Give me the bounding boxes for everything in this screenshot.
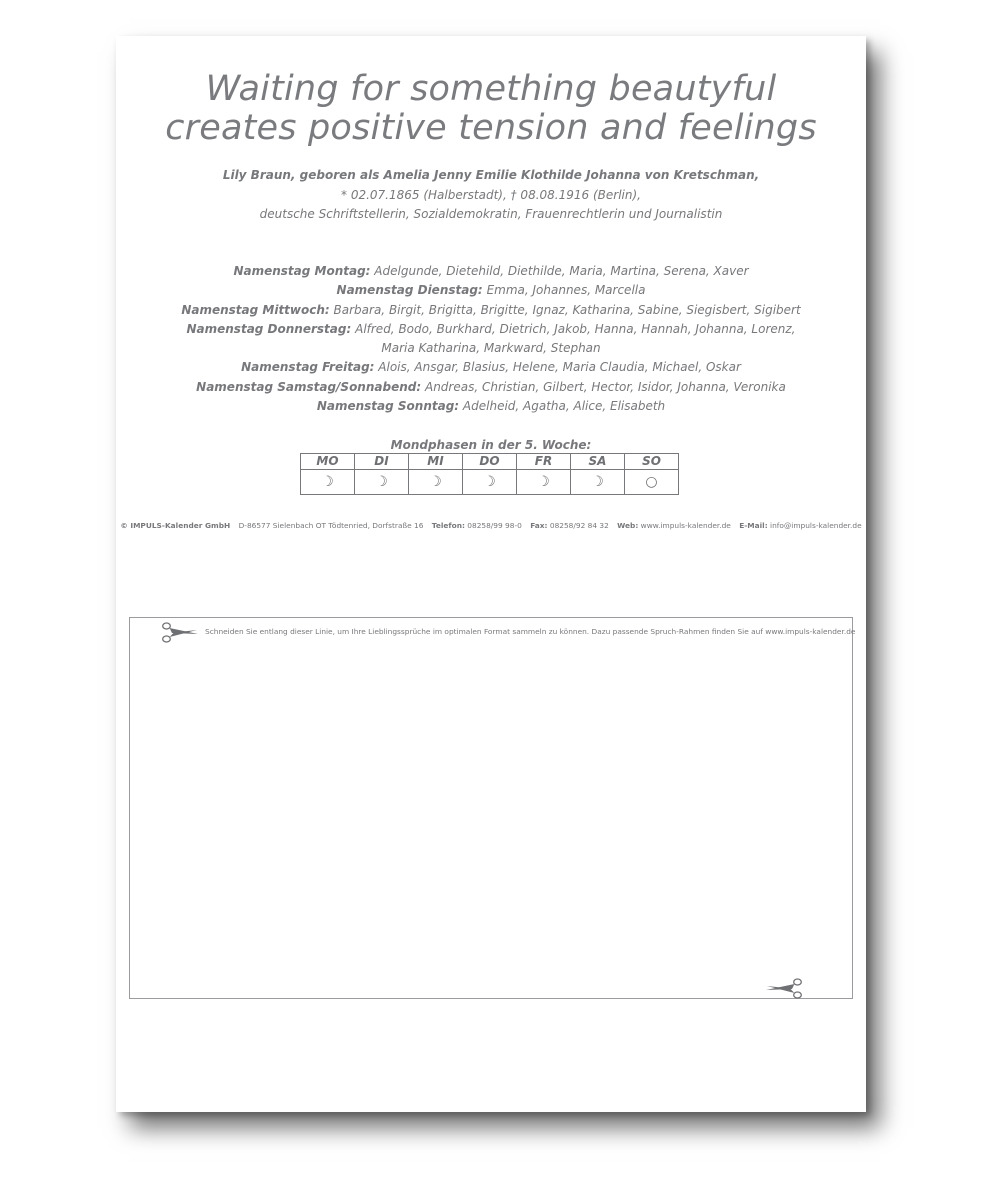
footer-address: D-86577 Sielenbach OT Tödtenried, Dorfstraße 16 xyxy=(238,521,424,530)
namenstag-label: Namenstag Freitag: xyxy=(241,360,375,375)
moon-day-label: DO xyxy=(463,454,517,470)
namenstag-list xyxy=(116,262,866,416)
cut-line-box xyxy=(129,617,856,999)
moon-day-label: SA xyxy=(571,454,625,470)
author-dates: * 02.07.1865 (Halberstadt), † 08.08.1916 (Berlin), xyxy=(341,187,641,202)
scissors-icon xyxy=(764,975,804,1005)
quote-line: Waiting for something beautyful xyxy=(205,69,777,109)
moon-day-label: MO xyxy=(301,454,355,470)
author-name: Lily Braun, geboren als Amelia Jenny Emilie Klothilde Johanna von Kretschman, xyxy=(222,168,760,182)
footer-phone-label: Telefon: xyxy=(431,521,465,530)
moon-phases-table xyxy=(300,453,679,495)
footer-phone: 08258/99 98-0 xyxy=(467,521,522,530)
namenstag-row xyxy=(116,262,866,281)
namenstag-row xyxy=(116,281,866,300)
moon-phase-icon: ☽ xyxy=(409,470,463,495)
footer-web-label: Web: xyxy=(617,521,639,530)
namenstag-names: Adelgunde, Dietehild, Diethilde, Maria, Martina, Serena, Xaver xyxy=(374,264,749,278)
namenstag-names: Alois, Ansgar, Blasius, Helene, Maria Claudia, Michael, Oskar xyxy=(378,360,741,375)
moon-phase-icon: ○ xyxy=(625,470,679,495)
namenstag-row xyxy=(116,397,866,416)
namenstag-continuation: Maria Katharina, Markward, Stephan xyxy=(381,341,601,356)
namenstag-label: Namenstag Dienstag: xyxy=(336,283,483,298)
namenstag-names: Alfred, Bodo, Burkhard, Dietrich, Jakob, Hanna, Hannah, Johanna, Lorenz, xyxy=(355,321,796,336)
namenstag-row xyxy=(116,358,866,377)
quote-title xyxy=(116,70,866,148)
namenstag-names: Andreas, Christian, Gilbert, Hector, Isidor, Johanna, Veronika xyxy=(424,379,786,394)
author-info xyxy=(116,166,866,225)
scissors-icon xyxy=(160,619,200,649)
namenstag-label: Namenstag Samstag/Sonnabend: xyxy=(196,379,422,394)
footer-email-label: E-Mail: xyxy=(739,521,768,530)
moon-day-label: MI xyxy=(409,454,463,470)
quote-line: creates positive tension and feelings xyxy=(165,108,817,148)
footer-fax: 08258/92 84 32 xyxy=(549,521,609,530)
namenstag-row xyxy=(116,378,866,397)
namenstag-names: Barbara, Birgit, Brigitta, Brigitte, Ignaz, Katharina, Sabine, Siegisbert, Sigibert xyxy=(333,302,801,317)
moon-phase-icon: ☽ xyxy=(355,470,409,495)
moon-phase-icon: ☽ xyxy=(517,470,571,495)
moon-day-label: DI xyxy=(355,454,409,470)
moon-day-label: SO xyxy=(625,454,679,470)
namenstag-row xyxy=(116,320,866,339)
moon-phase-icon: ☽ xyxy=(571,470,625,495)
moon-phases-title: Mondphasen in der 5. Woche: xyxy=(390,438,592,452)
moon-phase-icon: ☽ xyxy=(463,470,517,495)
namenstag-label: Namenstag Donnerstag: xyxy=(186,321,352,336)
namenstag-label: Namenstag Sonntag: xyxy=(316,399,460,414)
namenstag-label: Namenstag Mittwoch: xyxy=(181,302,330,317)
publisher-footer xyxy=(116,521,866,530)
namenstag-row xyxy=(116,301,866,320)
namenstag-names: Emma, Johannes, Marcella xyxy=(486,283,646,298)
footer-web-link[interactable]: www.impuls-kalender.de xyxy=(640,521,731,530)
footer-company: © IMPULS-Kalender GmbH xyxy=(120,521,231,530)
author-description: deutsche Schriftstellerin, Sozialdemokratin, Frauenrechtlerin und Journalistin xyxy=(259,207,723,221)
namenstag-label: Namenstag Montag: xyxy=(233,264,371,278)
moon-day-label: FR xyxy=(517,454,571,470)
cut-instruction: Schneiden Sie entlang dieser Linie, um Ihre Lieblingssprüche im optimalen Format sammeln zu können. Dazu passende Spruch-Rahmen finden Sie auf www.impuls-kalender.de xyxy=(205,627,856,636)
footer-fax-label: Fax: xyxy=(530,521,548,530)
footer-email-link[interactable]: info@impuls-kalender.de xyxy=(770,521,862,530)
moon-phase-icon: ☽ xyxy=(301,470,355,495)
namenstag-names: Adelheid, Agatha, Alice, Elisabeth xyxy=(462,399,666,414)
